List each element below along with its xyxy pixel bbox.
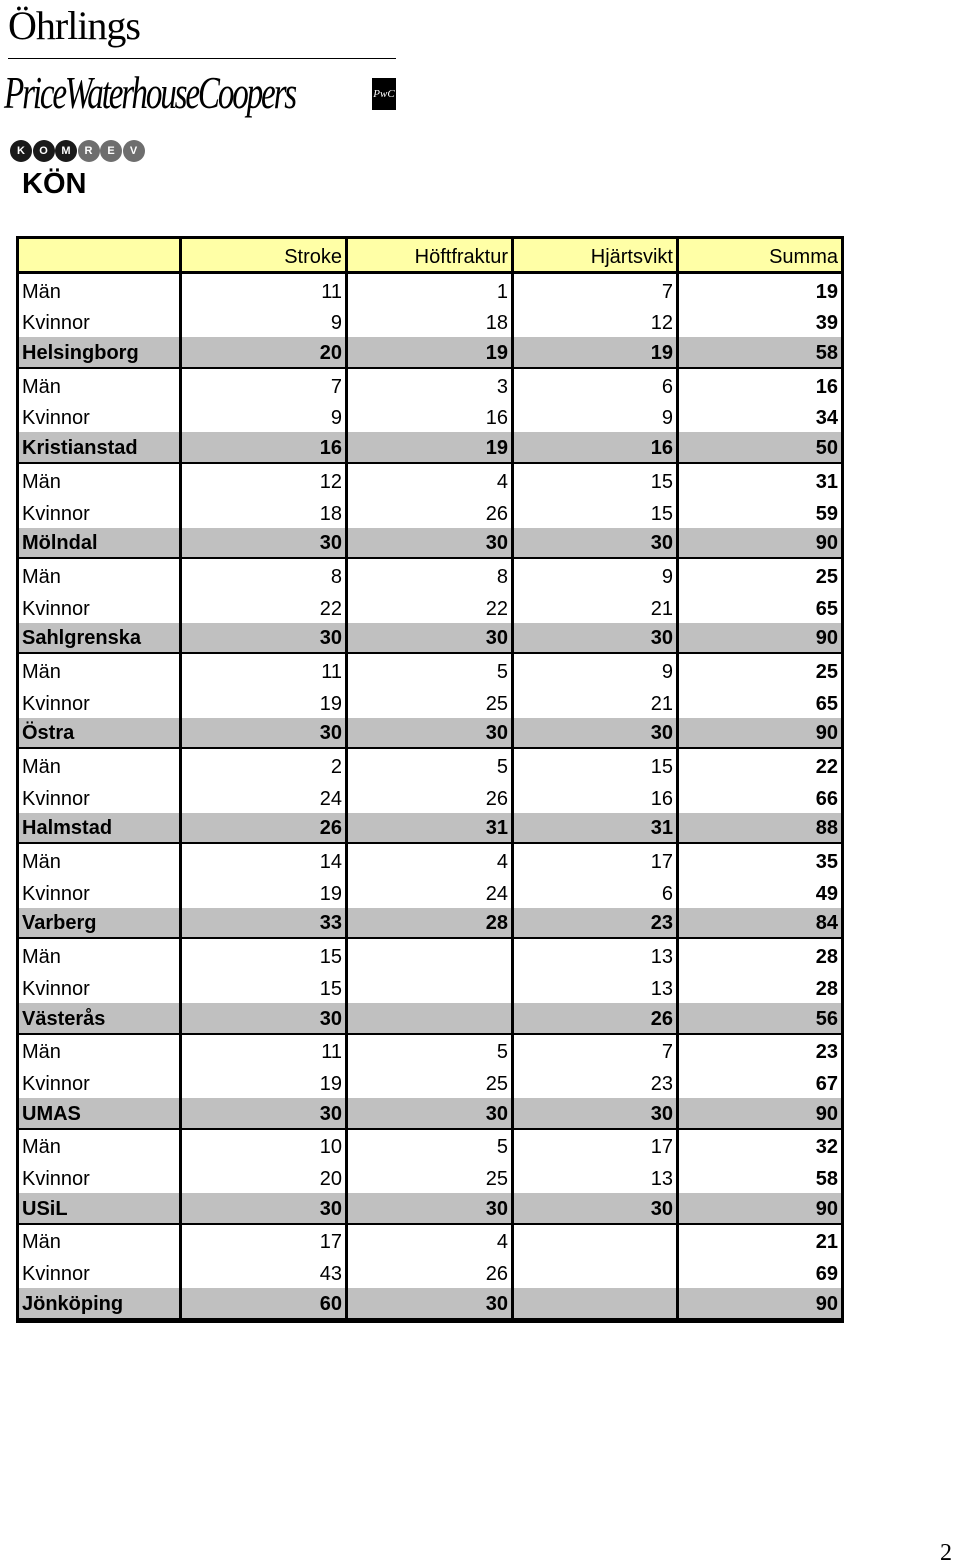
- row-label: Kvinnor: [19, 876, 182, 908]
- table-cell: 65: [815, 692, 838, 715]
- table-cell: 18: [182, 496, 348, 528]
- table-cell: 2: [182, 749, 348, 781]
- table-cell: [514, 1225, 679, 1257]
- table-subtotal-row: [19, 1003, 841, 1035]
- table-row: [19, 939, 841, 971]
- table-cell: 31: [815, 470, 838, 493]
- table-row: [19, 1035, 841, 1067]
- table-cell: 30: [514, 1098, 679, 1128]
- table-cell: [348, 939, 514, 971]
- table-cell: 9: [182, 401, 348, 433]
- table-cell: 26: [514, 1003, 679, 1033]
- table-cell: 17: [514, 844, 679, 876]
- table-cell: 6: [514, 369, 679, 401]
- table-cell: 19: [182, 876, 348, 908]
- table-cell: 12: [182, 464, 348, 496]
- table-cell: 19: [815, 280, 838, 303]
- ohrlings-logo-text: Öhrlings: [8, 3, 140, 48]
- table-cell: 19: [182, 1066, 348, 1098]
- table-cell: 30: [514, 1193, 679, 1223]
- table-row: [19, 654, 841, 686]
- table-cell: 28: [348, 908, 514, 938]
- table-cell: 10: [182, 1130, 348, 1162]
- table-cell: 35: [815, 851, 838, 874]
- table-cell: 50: [815, 437, 838, 460]
- table-subtotal-row: [19, 1288, 841, 1320]
- table-cell: 30: [348, 623, 514, 653]
- table-cell: 13: [514, 971, 679, 1003]
- table-cell: 32: [815, 1136, 838, 1159]
- table-cell: 30: [182, 528, 348, 558]
- table-cell: 30: [182, 718, 348, 748]
- table-cell: 25: [348, 1066, 514, 1098]
- komrev-letter: V: [123, 140, 145, 162]
- table-cell: 90: [815, 1197, 838, 1220]
- table-row: [19, 496, 841, 528]
- komrev-letter: R: [78, 140, 100, 162]
- row-label: Sahlgrenska: [19, 623, 182, 653]
- table-cell: 49: [815, 882, 838, 905]
- row-label: Kvinnor: [19, 686, 182, 718]
- row-label: UMAS: [19, 1098, 182, 1128]
- table-row: [19, 274, 841, 306]
- table-cell: 15: [514, 496, 679, 528]
- table-cell: 43: [182, 1256, 348, 1288]
- table-row: [19, 686, 841, 718]
- table-row: [19, 559, 841, 591]
- table-cell: 65: [815, 597, 838, 620]
- table-cell: 13: [514, 1161, 679, 1193]
- table-cell: 90: [815, 627, 838, 650]
- pwc-logo-text: PriceWaterhouseCoopers: [4, 67, 296, 118]
- table-cell: 59: [815, 502, 838, 525]
- table-row: [19, 591, 841, 623]
- table-cell: 5: [348, 1130, 514, 1162]
- table-cell: 22: [815, 756, 838, 778]
- table-cell: 9: [182, 306, 348, 338]
- table-cell: 30: [348, 1098, 514, 1128]
- table-subtotal-row: [19, 1098, 841, 1130]
- table-cell: 26: [348, 496, 514, 528]
- row-label: Män: [19, 654, 182, 686]
- row-label: Män: [19, 464, 182, 496]
- table-subtotal-row: [19, 432, 841, 464]
- komrev-letter: M: [55, 140, 77, 162]
- komrev-letter: E: [100, 140, 122, 162]
- table-cell: 17: [182, 1225, 348, 1257]
- row-label: Varberg: [19, 908, 182, 938]
- table-cell: 1: [348, 274, 514, 306]
- table-cell: 19: [348, 337, 514, 367]
- header-cell-stroke: Stroke: [182, 239, 348, 271]
- row-label: Kvinnor: [19, 496, 182, 528]
- table-cell: 30: [514, 528, 679, 558]
- table-cell: 39: [815, 312, 838, 335]
- row-label: Kvinnor: [19, 306, 182, 338]
- row-label: USiL: [19, 1193, 182, 1223]
- table-row: [19, 1066, 841, 1098]
- table-cell: 23: [514, 1066, 679, 1098]
- table-cell: 30: [348, 718, 514, 748]
- table-cell: 9: [514, 559, 679, 591]
- table-cell: 58: [815, 342, 838, 365]
- table-cell: 20: [182, 337, 348, 367]
- table-cell: 30: [514, 718, 679, 748]
- table-cell: 3: [348, 369, 514, 401]
- header-cell-summa: Summa: [769, 246, 838, 268]
- table-cell: 84: [815, 912, 838, 935]
- row-label: Kvinnor: [19, 971, 182, 1003]
- table-subtotal-row: [19, 337, 841, 369]
- table-cell: 30: [182, 1098, 348, 1128]
- table-cell: 28: [815, 977, 838, 1000]
- table-cell: 4: [348, 464, 514, 496]
- table-cell: 30: [182, 1193, 348, 1223]
- row-label: Helsingborg: [19, 337, 182, 367]
- table-cell: 90: [815, 1102, 838, 1125]
- table-cell: 22: [182, 591, 348, 623]
- table-cell: 25: [815, 660, 838, 683]
- table-row: [19, 1161, 841, 1193]
- table-cell: 90: [815, 722, 838, 745]
- table-cell: 16: [348, 401, 514, 433]
- table-cell: 25: [348, 686, 514, 718]
- header-cell-hjartsvikt: Hjärtsvikt: [514, 239, 679, 271]
- table-cell: 7: [182, 369, 348, 401]
- table-cell: 5: [348, 1035, 514, 1067]
- table-subtotal-row: [19, 623, 841, 655]
- table-cell: 23: [815, 1041, 838, 1064]
- table-cell: 24: [348, 876, 514, 908]
- table-cell: 60: [182, 1288, 348, 1318]
- table-cell: 30: [348, 1193, 514, 1223]
- table-cell: 17: [514, 1130, 679, 1162]
- row-label: Män: [19, 749, 182, 781]
- table-cell: 15: [514, 749, 679, 781]
- table-cell: 7: [514, 274, 679, 306]
- table-cell: 31: [348, 813, 514, 843]
- table-cell: 30: [348, 528, 514, 558]
- table-subtotal-row: [19, 813, 841, 845]
- row-label: Halmstad: [19, 813, 182, 843]
- table-cell: 31: [514, 813, 679, 843]
- table-cell: 34: [815, 407, 838, 430]
- row-label: Kvinnor: [19, 591, 182, 623]
- table-row: [19, 876, 841, 908]
- table-cell: 16: [182, 432, 348, 462]
- table-cell: 30: [182, 623, 348, 653]
- table-cell: 56: [815, 1007, 838, 1030]
- row-label: Östra: [19, 718, 182, 748]
- table-cell: 26: [348, 781, 514, 813]
- table-cell: 22: [348, 591, 514, 623]
- table-cell: 4: [348, 1225, 514, 1257]
- table-cell: 67: [815, 1072, 838, 1095]
- table-cell: 21: [815, 1231, 838, 1254]
- row-label: Män: [19, 1035, 182, 1067]
- table-cell: 88: [815, 817, 838, 840]
- table-subtotal-row: [19, 908, 841, 940]
- table-cell: 25: [348, 1161, 514, 1193]
- row-label: Kristianstad: [19, 432, 182, 462]
- header-cell-hoftfraktur: Höftfraktur: [348, 239, 514, 271]
- table-cell: 12: [514, 306, 679, 338]
- row-label: Män: [19, 1130, 182, 1162]
- row-label: Kvinnor: [19, 1256, 182, 1288]
- table-cell: 26: [182, 813, 348, 843]
- table-cell: 5: [348, 749, 514, 781]
- gender-table: [16, 236, 844, 1323]
- table-cell: 28: [815, 946, 838, 969]
- table-row: [19, 369, 841, 401]
- table-cell: 11: [182, 654, 348, 686]
- table-cell: 69: [815, 1263, 838, 1285]
- table-cell: 9: [514, 654, 679, 686]
- row-label: Män: [19, 369, 182, 401]
- row-label: Mölndal: [19, 528, 182, 558]
- table-cell: 20: [182, 1161, 348, 1193]
- table-subtotal-row: [19, 528, 841, 560]
- row-label: Kvinnor: [19, 1161, 182, 1193]
- table-cell: 25: [815, 565, 838, 588]
- table-row: [19, 749, 841, 781]
- table-cell: [348, 1003, 514, 1033]
- table-cell: 33: [182, 908, 348, 938]
- row-label: Västerås: [19, 1003, 182, 1033]
- table-row: [19, 1225, 841, 1257]
- table-cell: 90: [815, 1292, 838, 1315]
- table-cell: 21: [514, 686, 679, 718]
- table-cell: 90: [815, 532, 838, 555]
- pwc-seal-icon: PwC: [372, 78, 396, 110]
- table-cell: 9: [514, 401, 679, 433]
- table-cell: 11: [182, 274, 348, 306]
- table-cell: 13: [514, 939, 679, 971]
- table-row: [19, 971, 841, 1003]
- table-row: [19, 306, 841, 338]
- table-row: [19, 781, 841, 813]
- table-cell: 15: [514, 464, 679, 496]
- table-header-row: [19, 239, 841, 274]
- table-row: [19, 464, 841, 496]
- page-number: 2: [940, 1540, 952, 1566]
- table-cell: 4: [348, 844, 514, 876]
- table-cell: 14: [182, 844, 348, 876]
- table-cell: 11: [182, 1035, 348, 1067]
- table-cell: 8: [182, 559, 348, 591]
- table-cell: 19: [348, 432, 514, 462]
- table-cell: 19: [182, 686, 348, 718]
- table-cell: 24: [182, 781, 348, 813]
- table-cell: 16: [514, 432, 679, 462]
- row-label: Jönköping: [19, 1288, 182, 1318]
- table-cell: 16: [815, 375, 838, 398]
- table-row: [19, 1130, 841, 1162]
- row-label: Män: [19, 844, 182, 876]
- table-row: [19, 1256, 841, 1288]
- table-row: [19, 844, 841, 876]
- table-cell: 30: [514, 623, 679, 653]
- table-cell: 6: [514, 876, 679, 908]
- table-cell: 58: [815, 1167, 838, 1190]
- row-label: Kvinnor: [19, 1066, 182, 1098]
- row-label: Män: [19, 559, 182, 591]
- komrev-letter: K: [10, 140, 32, 162]
- header-cell: [19, 239, 182, 271]
- row-label: Män: [19, 1225, 182, 1257]
- table-cell: 30: [182, 1003, 348, 1033]
- table-cell: [348, 971, 514, 1003]
- table-cell: 26: [348, 1256, 514, 1288]
- table-row: [19, 401, 841, 433]
- table-cell: 19: [514, 337, 679, 367]
- table-cell: 15: [182, 971, 348, 1003]
- table-cell: 23: [514, 908, 679, 938]
- row-label: Män: [19, 939, 182, 971]
- table-cell: 7: [514, 1035, 679, 1067]
- table-cell: 8: [348, 559, 514, 591]
- logo-divider: [8, 58, 396, 59]
- table-cell: 18: [348, 306, 514, 338]
- komrev-letter: O: [33, 140, 55, 162]
- page-title: KÖN: [22, 168, 87, 200]
- row-label: Kvinnor: [19, 781, 182, 813]
- row-label: Kvinnor: [19, 401, 182, 433]
- table-cell: 16: [514, 781, 679, 813]
- table-cell: 21: [514, 591, 679, 623]
- table-cell: 5: [348, 654, 514, 686]
- table-cell: 15: [182, 939, 348, 971]
- table-cell: 30: [348, 1288, 514, 1318]
- komrev-logo: [10, 140, 145, 162]
- table-cell: [514, 1288, 679, 1318]
- table-cell: [514, 1256, 679, 1288]
- table-cell: 66: [815, 787, 838, 810]
- table-subtotal-row: [19, 1193, 841, 1225]
- row-label: Män: [19, 274, 182, 306]
- table-subtotal-row: [19, 718, 841, 750]
